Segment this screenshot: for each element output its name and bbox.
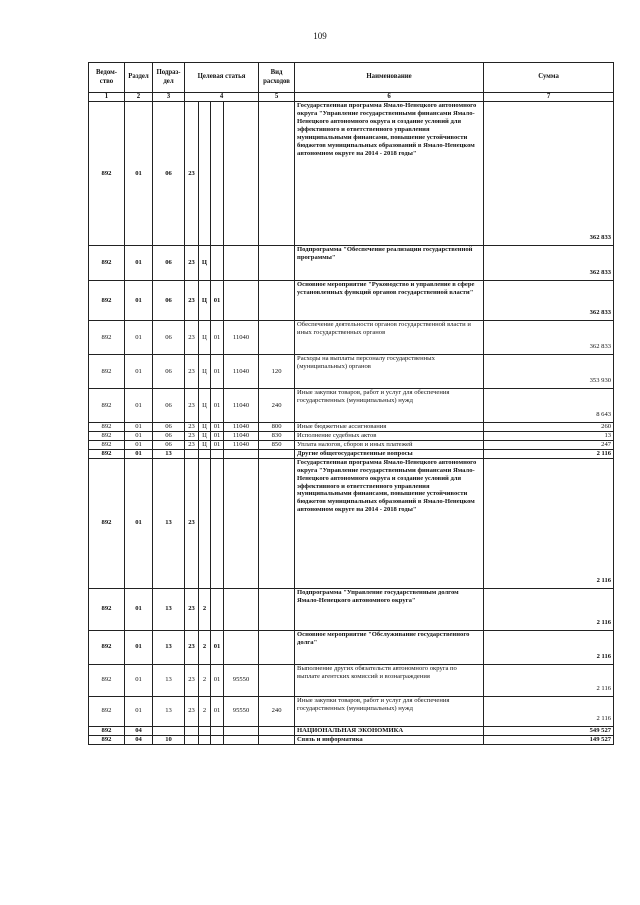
target-part1-cell: 23 bbox=[185, 696, 199, 726]
razdel-cell: 01 bbox=[125, 588, 153, 630]
vid-rashodov-cell bbox=[259, 102, 295, 246]
target-part4-cell bbox=[224, 458, 259, 588]
vedomstvo-cell: 892 bbox=[89, 735, 125, 744]
vid-rashodov-cell bbox=[259, 458, 295, 588]
target-part2-cell: 2 bbox=[199, 664, 211, 696]
target-part2-cell bbox=[199, 726, 211, 735]
name-cell: Иные закупки товаров, работ и услуг для обеспечения государственных (муниципальных) нужд bbox=[295, 389, 484, 423]
sum-cell: 13 bbox=[484, 432, 614, 441]
sum-cell: 2 116 bbox=[484, 696, 614, 726]
target-part2-cell: Ц bbox=[199, 440, 211, 449]
header-vid: Вид расходов bbox=[259, 63, 295, 93]
sum-cell: 2 116 bbox=[484, 458, 614, 588]
table-row bbox=[89, 630, 614, 664]
table-body bbox=[89, 102, 614, 744]
target-part1-cell: 23 bbox=[185, 588, 199, 630]
razdel-cell: 04 bbox=[125, 735, 153, 744]
header-sum: Сумма bbox=[484, 63, 614, 93]
table-row bbox=[89, 423, 614, 432]
vid-rashodov-cell: 120 bbox=[259, 355, 295, 389]
name-cell: Выполнение других обязательств автономного округа по выплате агентских комиссий и вознаграждения bbox=[295, 664, 484, 696]
target-part2-cell bbox=[199, 449, 211, 458]
header-target: Целевая статья bbox=[185, 63, 259, 93]
table-row bbox=[89, 355, 614, 389]
target-part1-cell bbox=[185, 449, 199, 458]
sum-cell: 362 833 bbox=[484, 281, 614, 321]
target-part2-cell bbox=[199, 735, 211, 744]
name-cell: Подпрограмма "Управление государственным долгом Ямало-Ненецкого автономного округа" bbox=[295, 588, 484, 630]
vedomstvo-cell: 892 bbox=[89, 102, 125, 246]
target-part3-cell bbox=[211, 458, 224, 588]
podrazdel-cell: 06 bbox=[153, 246, 185, 281]
target-part3-cell bbox=[211, 588, 224, 630]
vid-rashodov-cell: 800 bbox=[259, 423, 295, 432]
target-part3-cell: 01 bbox=[211, 389, 224, 423]
table-row bbox=[89, 449, 614, 458]
page-number: 109 bbox=[313, 31, 327, 41]
target-part3-cell: 01 bbox=[211, 664, 224, 696]
vid-rashodov-cell bbox=[259, 321, 295, 355]
target-part4-cell: 11040 bbox=[224, 440, 259, 449]
name-cell: Обеспечение деятельности органов государственной власти и иных государственных органов bbox=[295, 321, 484, 355]
header-name: Наименование bbox=[295, 63, 484, 93]
target-part3-cell: 01 bbox=[211, 696, 224, 726]
razdel-cell: 01 bbox=[125, 102, 153, 246]
header-podrazdel: Подраз-дел bbox=[153, 63, 185, 93]
vedomstvo-cell: 892 bbox=[89, 696, 125, 726]
name-cell: Уплата налогов, сборов и иных платежей bbox=[295, 440, 484, 449]
razdel-cell: 01 bbox=[125, 389, 153, 423]
target-part1-cell bbox=[185, 735, 199, 744]
target-part4-cell bbox=[224, 726, 259, 735]
vid-rashodov-cell bbox=[259, 246, 295, 281]
name-cell: Подпрограмма "Обеспечение реализации государственной программы" bbox=[295, 246, 484, 281]
target-part4-cell bbox=[224, 449, 259, 458]
col-index: 2 bbox=[125, 93, 153, 102]
vedomstvo-cell: 892 bbox=[89, 432, 125, 441]
name-cell: Исполнение судебных актов bbox=[295, 432, 484, 441]
sum-cell: 362 833 bbox=[484, 102, 614, 246]
target-part2-cell: Ц bbox=[199, 389, 211, 423]
target-part2-cell bbox=[199, 458, 211, 588]
podrazdel-cell: 06 bbox=[153, 281, 185, 321]
target-part2-cell: Ц bbox=[199, 246, 211, 281]
podrazdel-cell: 13 bbox=[153, 664, 185, 696]
target-part1-cell: 23 bbox=[185, 630, 199, 664]
target-part3-cell: 01 bbox=[211, 630, 224, 664]
vedomstvo-cell: 892 bbox=[89, 458, 125, 588]
vid-rashodov-cell bbox=[259, 664, 295, 696]
vedomstvo-cell: 892 bbox=[89, 726, 125, 735]
target-part2-cell bbox=[199, 102, 211, 246]
target-part2-cell: Ц bbox=[199, 355, 211, 389]
podrazdel-cell: 13 bbox=[153, 588, 185, 630]
target-part1-cell: 23 bbox=[185, 389, 199, 423]
header-vedomstvo: Ведом-ство bbox=[89, 63, 125, 93]
podrazdel-cell: 06 bbox=[153, 440, 185, 449]
sum-cell: 2 116 bbox=[484, 664, 614, 696]
name-cell: Связь и информатика bbox=[295, 735, 484, 744]
podrazdel-cell: 06 bbox=[153, 432, 185, 441]
podrazdel-cell: 13 bbox=[153, 449, 185, 458]
target-part3-cell bbox=[211, 735, 224, 744]
target-part4-cell bbox=[224, 102, 259, 246]
col-index: 6 bbox=[295, 93, 484, 102]
header-razdel: Раздел bbox=[125, 63, 153, 93]
col-index: 7 bbox=[484, 93, 614, 102]
target-part1-cell: 23 bbox=[185, 458, 199, 588]
vid-rashodov-cell bbox=[259, 630, 295, 664]
razdel-cell: 01 bbox=[125, 664, 153, 696]
razdel-cell: 01 bbox=[125, 696, 153, 726]
podrazdel-cell: 13 bbox=[153, 696, 185, 726]
vedomstvo-cell: 892 bbox=[89, 588, 125, 630]
razdel-cell: 01 bbox=[125, 630, 153, 664]
sum-cell: 353 930 bbox=[484, 355, 614, 389]
target-part3-cell bbox=[211, 726, 224, 735]
name-cell: Основное мероприятие "Руководство и управление в сфере установленных функций органов государственной власти" bbox=[295, 281, 484, 321]
sum-cell: 2 116 bbox=[484, 630, 614, 664]
target-part4-cell bbox=[224, 246, 259, 281]
target-part3-cell: 01 bbox=[211, 321, 224, 355]
name-cell: НАЦИОНАЛЬНАЯ ЭКОНОМИКА bbox=[295, 726, 484, 735]
razdel-cell: 01 bbox=[125, 449, 153, 458]
table-row bbox=[89, 321, 614, 355]
podrazdel-cell: 06 bbox=[153, 355, 185, 389]
table-row bbox=[89, 588, 614, 630]
target-part4-cell: 11040 bbox=[224, 423, 259, 432]
target-part1-cell: 23 bbox=[185, 321, 199, 355]
razdel-cell: 04 bbox=[125, 726, 153, 735]
podrazdel-cell: 06 bbox=[153, 389, 185, 423]
target-part1-cell: 23 bbox=[185, 423, 199, 432]
target-part1-cell: 23 bbox=[185, 102, 199, 246]
razdel-cell: 01 bbox=[125, 432, 153, 441]
target-part2-cell: Ц bbox=[199, 281, 211, 321]
vid-rashodov-cell bbox=[259, 281, 295, 321]
table-row bbox=[89, 102, 614, 246]
sum-cell: 362 833 bbox=[484, 321, 614, 355]
vedomstvo-cell: 892 bbox=[89, 321, 125, 355]
podrazdel-cell: 13 bbox=[153, 458, 185, 588]
budget-table bbox=[88, 62, 614, 745]
vedomstvo-cell: 892 bbox=[89, 664, 125, 696]
table-row bbox=[89, 246, 614, 281]
target-part3-cell: 01 bbox=[211, 355, 224, 389]
target-part2-cell: 2 bbox=[199, 588, 211, 630]
vid-rashodov-cell: 240 bbox=[259, 696, 295, 726]
target-part4-cell bbox=[224, 630, 259, 664]
name-cell: Иные закупки товаров, работ и услуг для обеспечения государственных (муниципальных) нужд bbox=[295, 696, 484, 726]
podrazdel-cell: 06 bbox=[153, 321, 185, 355]
sum-cell: 260 bbox=[484, 423, 614, 432]
name-cell: Государственная программа Ямало-Ненецкого автономного округа "Управление государственными финансами Ямало-Ненецкого автономного округа и создание условий для эффективного и ответственного управления муниципальными финансами, повышение устойчивости бюджетов муниципальных образований в Ямало-Ненецком автономном округе на 2014 - 2018 годы" bbox=[295, 102, 484, 246]
vedomstvo-cell: 892 bbox=[89, 355, 125, 389]
target-part3-cell bbox=[211, 102, 224, 246]
razdel-cell: 01 bbox=[125, 355, 153, 389]
podrazdel-cell bbox=[153, 726, 185, 735]
target-part1-cell: 23 bbox=[185, 432, 199, 441]
target-part4-cell bbox=[224, 588, 259, 630]
target-part2-cell: Ц bbox=[199, 423, 211, 432]
target-part1-cell: 23 bbox=[185, 246, 199, 281]
target-part4-cell bbox=[224, 281, 259, 321]
target-part4-cell: 95550 bbox=[224, 664, 259, 696]
target-part4-cell: 11040 bbox=[224, 432, 259, 441]
razdel-cell: 01 bbox=[125, 321, 153, 355]
target-part1-cell: 23 bbox=[185, 281, 199, 321]
vid-rashodov-cell: 850 bbox=[259, 440, 295, 449]
razdel-cell: 01 bbox=[125, 423, 153, 432]
podrazdel-cell: 06 bbox=[153, 102, 185, 246]
table-row bbox=[89, 458, 614, 588]
razdel-cell: 01 bbox=[125, 281, 153, 321]
razdel-cell: 01 bbox=[125, 246, 153, 281]
target-part3-cell: 01 bbox=[211, 423, 224, 432]
table-row bbox=[89, 281, 614, 321]
table-row bbox=[89, 389, 614, 423]
table-row bbox=[89, 440, 614, 449]
name-cell: Расходы на выплаты персоналу государственных (муниципальных) органов bbox=[295, 355, 484, 389]
table-row bbox=[89, 432, 614, 441]
target-part3-cell bbox=[211, 449, 224, 458]
target-part3-cell: 01 bbox=[211, 281, 224, 321]
vid-rashodov-cell bbox=[259, 726, 295, 735]
target-part1-cell: 23 bbox=[185, 440, 199, 449]
podrazdel-cell: 06 bbox=[153, 423, 185, 432]
sum-cell: 549 527 bbox=[484, 726, 614, 735]
sum-cell: 247 bbox=[484, 440, 614, 449]
vid-rashodov-cell bbox=[259, 449, 295, 458]
target-part2-cell: 2 bbox=[199, 630, 211, 664]
table-row bbox=[89, 726, 614, 735]
sum-cell: 362 833 bbox=[484, 246, 614, 281]
target-part3-cell bbox=[211, 246, 224, 281]
name-cell: Иные бюджетные ассигнования bbox=[295, 423, 484, 432]
sum-cell: 8 643 bbox=[484, 389, 614, 423]
table-row bbox=[89, 664, 614, 696]
vedomstvo-cell: 892 bbox=[89, 440, 125, 449]
target-part4-cell bbox=[224, 735, 259, 744]
target-part2-cell: Ц bbox=[199, 321, 211, 355]
podrazdel-cell: 10 bbox=[153, 735, 185, 744]
vedomstvo-cell: 892 bbox=[89, 281, 125, 321]
table-row bbox=[89, 696, 614, 726]
name-cell: Государственная программа Ямало-Ненецкого автономного округа "Управление государственными финансами Ямало-Ненецкого автономного округа и создание условий для эффективного и ответственного управления муниципальными финансами, повышение устойчивости бюджетов муниципальных образований в Ямало-Ненецком автономном округе на 2014 - 2018 годы" bbox=[295, 458, 484, 588]
target-part4-cell: 11040 bbox=[224, 389, 259, 423]
target-part1-cell: 23 bbox=[185, 664, 199, 696]
razdel-cell: 01 bbox=[125, 458, 153, 588]
table-row bbox=[89, 735, 614, 744]
sum-cell: 149 527 bbox=[484, 735, 614, 744]
name-cell: Основное мероприятие "Обслуживание государственного долга" bbox=[295, 630, 484, 664]
target-part4-cell: 11040 bbox=[224, 321, 259, 355]
target-part1-cell bbox=[185, 726, 199, 735]
podrazdel-cell: 13 bbox=[153, 630, 185, 664]
target-part3-cell: 01 bbox=[211, 440, 224, 449]
vid-rashodov-cell: 240 bbox=[259, 389, 295, 423]
vedomstvo-cell: 892 bbox=[89, 630, 125, 664]
col-index: 3 bbox=[153, 93, 185, 102]
target-part4-cell: 11040 bbox=[224, 355, 259, 389]
name-cell: Другие общегосударственные вопросы bbox=[295, 449, 484, 458]
razdel-cell: 01 bbox=[125, 440, 153, 449]
col-index: 4 bbox=[185, 93, 259, 102]
header-row bbox=[89, 63, 614, 93]
target-part1-cell: 23 bbox=[185, 355, 199, 389]
vedomstvo-cell: 892 bbox=[89, 449, 125, 458]
target-part2-cell: Ц bbox=[199, 432, 211, 441]
vid-rashodov-cell bbox=[259, 735, 295, 744]
sum-cell: 2 116 bbox=[484, 449, 614, 458]
vedomstvo-cell: 892 bbox=[89, 246, 125, 281]
vid-rashodov-cell: 830 bbox=[259, 432, 295, 441]
vedomstvo-cell: 892 bbox=[89, 423, 125, 432]
vid-rashodov-cell bbox=[259, 588, 295, 630]
col-index: 5 bbox=[259, 93, 295, 102]
sum-cell: 2 116 bbox=[484, 588, 614, 630]
target-part2-cell: 2 bbox=[199, 696, 211, 726]
col-index: 1 bbox=[89, 93, 125, 102]
vedomstvo-cell: 892 bbox=[89, 389, 125, 423]
target-part3-cell: 01 bbox=[211, 432, 224, 441]
column-index-row bbox=[89, 93, 614, 102]
target-part4-cell: 95550 bbox=[224, 696, 259, 726]
